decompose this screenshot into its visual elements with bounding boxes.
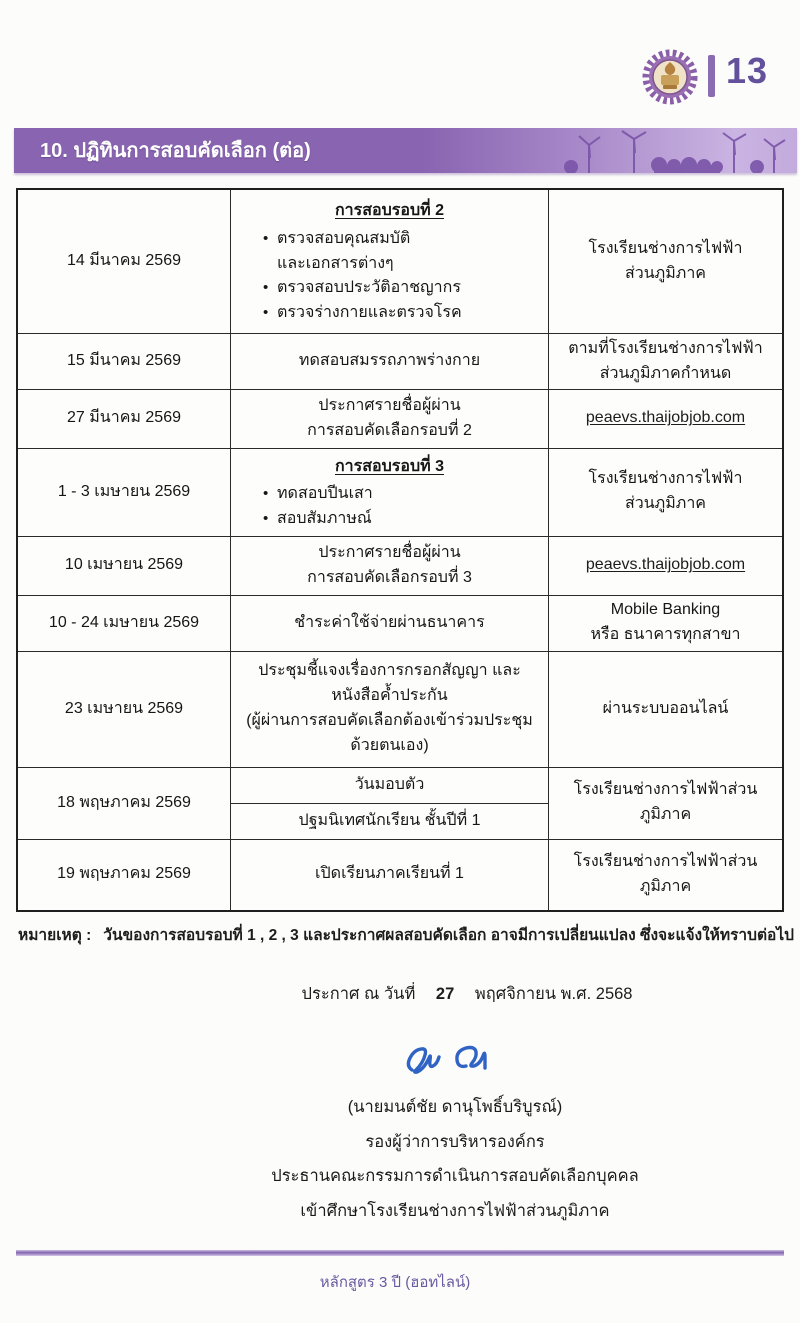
pea-logo-icon xyxy=(641,48,699,106)
location-cell xyxy=(549,537,782,595)
footer-rule xyxy=(16,1250,784,1256)
location-line: ส่วนภูมิภาค xyxy=(624,495,706,513)
location-cell xyxy=(549,390,782,448)
bullet-text xyxy=(277,227,410,277)
table-row xyxy=(18,449,782,537)
date-cell: 23 เมษายน 2569 xyxy=(18,652,231,767)
location-line: โรงเรียนช่างการไฟฟ้าส่วนภูมิภาค xyxy=(573,852,758,895)
table-row xyxy=(18,596,782,652)
activity-subrow: วันมอบตัว xyxy=(231,768,548,804)
location-line: โรงเรียนช่างการไฟฟ้า xyxy=(588,239,743,257)
bullet-text xyxy=(277,482,373,507)
announce-prefix: ประกาศ ณ วันที่ xyxy=(301,985,416,1003)
activity-cell xyxy=(231,768,549,839)
table-row xyxy=(18,652,782,768)
note-text: วันของการสอบรอบที่ 1 , 2 , 3 และประกาศผลสอบคัดเลือก อาจมีการเปลี่ยนแปลง ซึ่งจะแจ้งให้ทราบต่อไป xyxy=(103,927,794,944)
schedule-table xyxy=(16,188,784,912)
date-cell: 1 - 3 เมษายน 2569 xyxy=(18,449,231,536)
note-line xyxy=(18,922,792,947)
activity-text-line: (ผู้ผ่านการสอบคัดเลือกต้องเข้าร่วมประชุม xyxy=(246,712,533,730)
location-line: ตามที่โรงเรียนช่างการไฟฟ้า xyxy=(568,339,763,357)
activity-cell xyxy=(231,840,549,910)
activity-cell xyxy=(231,190,549,333)
location-line: Mobile Banking xyxy=(610,601,721,619)
activity-text-line: การสอบคัดเลือกรอบที่ 2 xyxy=(307,421,472,439)
signature-block xyxy=(110,1032,800,1229)
location-cell xyxy=(549,840,782,910)
bullet-text-line: ตรวจสอบคุณสมบัติ xyxy=(277,229,411,247)
date-cell: 18 พฤษภาคม 2569 xyxy=(18,768,231,839)
activity-text xyxy=(241,349,538,374)
bullet-text-line: สอบสัมภาษณ์ xyxy=(277,510,372,528)
activity-text-line: หนังสือค้ำประกัน xyxy=(331,687,448,705)
wind-turbines-icon xyxy=(559,129,789,173)
signatory-title-2: ประธานคณะกรรมการดำเนินการสอบคัดเลือกบุคคล xyxy=(271,1167,639,1186)
activity-text xyxy=(241,541,538,591)
bullet-item xyxy=(263,301,538,326)
table-row xyxy=(18,537,782,596)
location-cell xyxy=(549,449,782,536)
location-line: หรือ ธนาคารทุกสาขา xyxy=(590,626,741,644)
page-header xyxy=(0,44,800,114)
location-line: ส่วนภูมิภาคกำหนด xyxy=(599,364,732,382)
bullet-dot-icon: • xyxy=(263,485,269,503)
bullet-text-line: และเอกสารต่างๆ xyxy=(277,254,394,272)
location-cell xyxy=(549,190,782,333)
activity-text-line: ชำระค่าใช้จ่ายผ่านธนาคาร xyxy=(294,613,485,631)
activity-text xyxy=(241,862,538,887)
signatory-name: (นายมนต์ชัย ดานุโพธิ์บริบูรณ์) xyxy=(347,1098,563,1116)
bullet-item xyxy=(263,507,538,532)
location-line: โรงเรียนช่างการไฟฟ้าส่วนภูมิภาค xyxy=(573,781,758,824)
bullet-list xyxy=(241,227,538,326)
location-cell xyxy=(549,334,782,389)
bullet-text xyxy=(277,301,462,326)
page-number: 13 xyxy=(726,50,769,91)
activity-cell xyxy=(231,334,549,389)
bullet-text-line: ทดสอบปีนเสา xyxy=(277,485,373,503)
activity-cell xyxy=(231,449,549,536)
bullet-text xyxy=(277,507,372,532)
date-cell: 10 เมษายน 2569 xyxy=(18,537,231,595)
bullet-dot-icon: • xyxy=(263,229,269,247)
activity-text-line: ประกาศรายชื่อผู้ผ่าน xyxy=(318,397,461,414)
round-title: การสอบรอบที่ 3 xyxy=(334,457,445,475)
bullet-item xyxy=(263,227,538,277)
activity-text-line: ประชุมชี้แจงเรื่องการกรอกสัญญา และ xyxy=(258,662,521,680)
activity-text xyxy=(241,659,538,758)
activity-text xyxy=(241,611,538,636)
date-cell: 10 - 24 เมษายน 2569 xyxy=(18,596,231,651)
activity-cell xyxy=(231,537,549,595)
location-cell xyxy=(549,596,782,651)
announce-day: 27 xyxy=(435,985,455,1003)
activity-text-line: เปิดเรียนภาคเรียนที่ 1 xyxy=(315,865,464,883)
footer-course-label: หลักสูตร 3 ปี (ฮอทไลน์) xyxy=(319,1274,471,1291)
header-divider-bar xyxy=(708,55,715,97)
activity-cell xyxy=(231,652,549,767)
bullet-list xyxy=(241,482,538,532)
bullet-dot-icon: • xyxy=(263,510,269,528)
location-line: โรงเรียนช่างการไฟฟ้า xyxy=(588,470,743,488)
location-cell xyxy=(549,652,782,767)
activity-text-line: การสอบคัดเลือกรอบที่ 3 xyxy=(307,568,472,586)
activity-cell xyxy=(231,596,549,651)
note-label: หมายเหตุ : xyxy=(18,927,92,944)
table-row xyxy=(18,334,782,390)
bullet-dot-icon: • xyxy=(263,304,269,322)
signatory-title-1: รองผู้ว่าการบริหารองค์กร xyxy=(365,1132,545,1151)
activity-text-line: ประกาศรายชื่อผู้ผ่าน xyxy=(318,543,461,561)
bullet-item xyxy=(263,276,538,301)
announce-suffix: พฤศจิกายน พ.ศ. 2568 xyxy=(474,985,633,1003)
date-cell: 14 มีนาคม 2569 xyxy=(18,190,231,333)
table-row xyxy=(18,768,782,840)
bullet-text-line: ตรวจสอบประวัติอาชญากร xyxy=(277,279,461,297)
signatory-title-3: เข้าศึกษาโรงเรียนช่างการไฟฟ้าส่วนภูมิภาค xyxy=(300,1201,610,1220)
section-title: 10. ปฏิทินการสอบคัดเลือก (ต่อ) xyxy=(40,140,311,162)
date-cell: 19 พฤษภาคม 2569 xyxy=(18,840,231,910)
bullet-dot-icon: • xyxy=(263,279,269,297)
bullet-text-line: ตรวจร่างกายและตรวจโรค xyxy=(277,304,462,322)
table-row xyxy=(18,190,782,334)
location-link[interactable]: peaevs.thaijobjob.com xyxy=(585,556,746,574)
date-cell: 15 มีนาคม 2569 xyxy=(18,334,231,389)
activity-subrow: ปฐมนิเทศนักเรียน ชั้นปีที่ 1 xyxy=(298,811,481,829)
location-line: ผ่านระบบออนไลน์ xyxy=(602,699,729,717)
section-banner xyxy=(14,128,797,173)
activity-text-line: ทดสอบสมรรถภาพร่างกาย xyxy=(298,352,481,370)
location-line: ส่วนภูมิภาค xyxy=(624,264,706,282)
activity-text-line: ด้วยตนเอง) xyxy=(350,736,429,754)
date-cell: 27 มีนาคม 2569 xyxy=(18,390,231,448)
bullet-text xyxy=(277,276,461,301)
table-row xyxy=(18,840,782,910)
activity-text xyxy=(241,394,538,444)
announcement-date-line xyxy=(0,981,800,1007)
table-row xyxy=(18,390,782,449)
location-link[interactable]: peaevs.thaijobjob.com xyxy=(585,409,746,427)
activity-cell xyxy=(231,390,549,448)
bullet-item xyxy=(263,482,538,507)
signature-icon xyxy=(390,1032,520,1084)
location-cell xyxy=(549,768,782,839)
round-title: การสอบรอบที่ 2 xyxy=(334,202,445,219)
